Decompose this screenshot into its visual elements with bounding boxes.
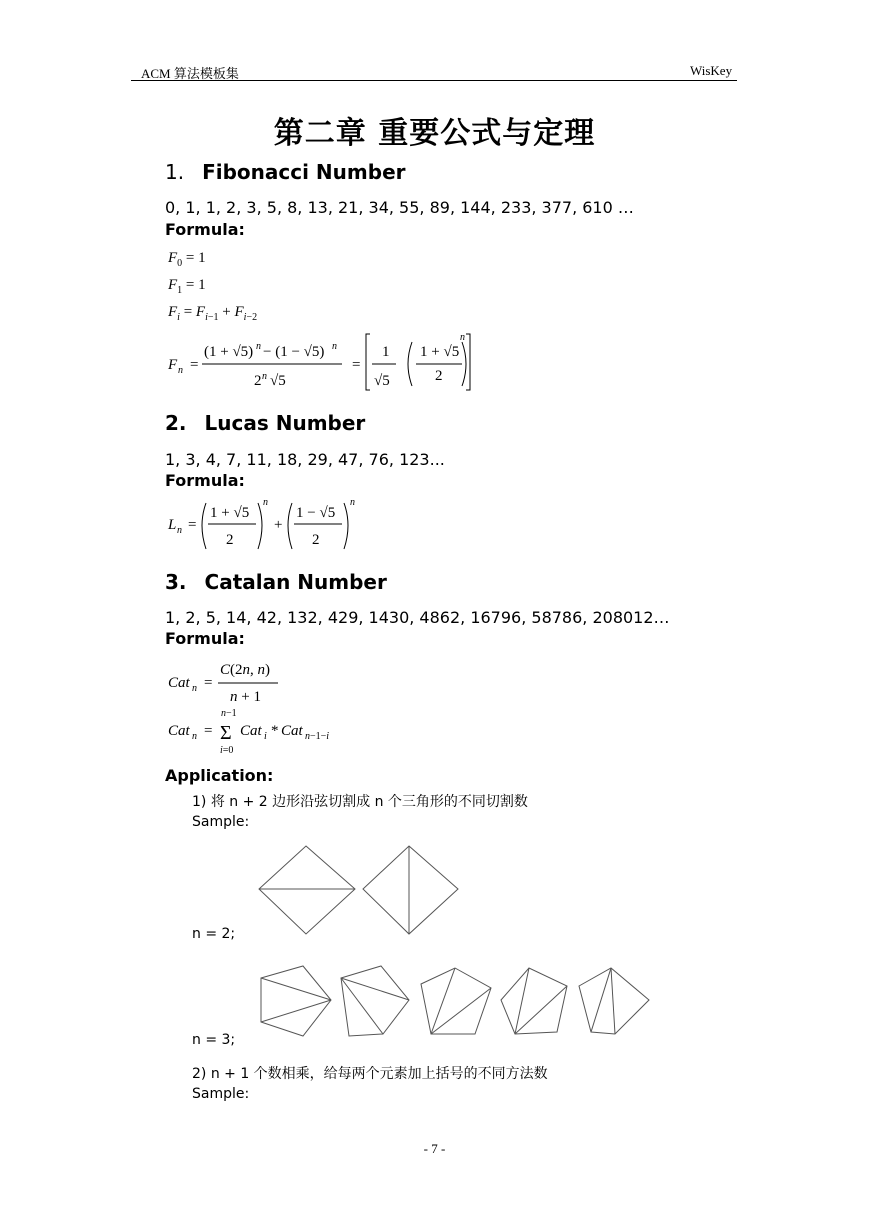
fibonacci-formula-label: Formula: <box>165 220 245 239</box>
svg-text:1 − √5: 1 − √5 <box>296 505 336 521</box>
lucas-formula-label: Formula: <box>165 471 245 490</box>
formula-f1: $F_1 = 1$ <box>168 277 206 296</box>
svg-text:L: L <box>168 517 177 533</box>
svg-text:n−1−i: n−1−i <box>305 731 330 742</box>
application-1-sample: Sample: <box>192 814 250 830</box>
formula-fi: $F_i = F_{i-1} + F_{i-2}$ <box>168 304 258 323</box>
square-triangulation-vertical <box>363 846 458 934</box>
svg-text:=: = <box>188 517 197 533</box>
section-1-title: Fibonacci Number <box>202 160 406 184</box>
svg-text:2: 2 <box>254 373 262 389</box>
section-2-title: Lucas Number <box>204 411 366 435</box>
svg-text:F: F <box>168 357 178 373</box>
chapter-title: 第二章 重要公式与定理 <box>273 116 596 151</box>
page-number: - 7 - <box>423 1141 446 1156</box>
svg-text:i=0: i=0 <box>220 745 234 755</box>
svg-text:n: n <box>177 525 182 536</box>
svg-text:=: = <box>352 357 361 373</box>
svg-text:1: 1 <box>382 344 390 360</box>
section-1-heading <box>165 160 406 184</box>
svg-text:Cat: Cat <box>281 723 303 739</box>
n2-triangulations <box>255 842 465 938</box>
application-2-text: 2) n + 1 个数相乘，给每两个元素加上括号的不同方法数 <box>192 1066 548 1082</box>
formula-lucas <box>160 495 370 557</box>
svg-text:Cat: Cat <box>240 723 262 739</box>
svg-text:− (1 − √5): − (1 − √5) <box>263 344 325 360</box>
square-triangulation-horizontal <box>259 846 355 934</box>
svg-text:1 + √5: 1 + √5 <box>420 344 460 360</box>
lucas-sequence: 1, 3, 4, 7, 11, 18, 29, 47, 76, 123... <box>165 450 445 469</box>
section-3-number: 3. <box>165 570 187 594</box>
svg-text:2: 2 <box>226 532 234 548</box>
svg-text:1 + √5: 1 + √5 <box>210 505 250 521</box>
pentagon-triangulation-1 <box>261 966 331 1036</box>
fibonacci-sequence: 0, 1, 1, 2, 3, 5, 8, 13, 21, 34, 55, 89, 144, 233, 377, 610 … <box>165 198 634 217</box>
application-1-text: 1) 将 n + 2 边形沿弦切割成 n 个三角形的不同切割数 <box>192 794 528 810</box>
svg-text:=: = <box>204 723 213 739</box>
header-left: ACM 算法模板集 <box>141 66 239 81</box>
section-2-number: 2. <box>165 411 187 435</box>
pentagon-triangulation-5 <box>579 968 649 1034</box>
section-3-title: Catalan Number <box>204 570 387 594</box>
svg-text:n−1: n−1 <box>221 708 237 719</box>
svg-text:n: n <box>192 683 197 694</box>
svg-text:√5: √5 <box>270 373 286 389</box>
svg-text:2: 2 <box>312 532 320 548</box>
svg-text:n: n <box>262 371 267 382</box>
svg-text:*: * <box>271 723 279 739</box>
svg-text:=: = <box>190 357 199 373</box>
formula-f0: $F_0 = 1$ <box>168 250 206 269</box>
pentagon-triangulation-2 <box>341 966 409 1036</box>
svg-text:+: + <box>274 517 283 533</box>
catalan-formula-label: Formula: <box>165 629 245 648</box>
svg-text:C(2n, n): C(2n, n) <box>220 662 271 678</box>
formula-fn-closed-form <box>160 328 490 394</box>
svg-text:n: n <box>350 497 355 508</box>
formula-catalan <box>160 655 360 755</box>
section-2-heading <box>165 411 365 435</box>
svg-text:n: n <box>256 341 261 352</box>
section-3-heading <box>165 570 387 594</box>
application-2-sample: Sample: <box>192 1086 250 1102</box>
svg-text:n: n <box>332 341 337 352</box>
header-rule <box>131 80 737 81</box>
n3-label: n = 3; <box>192 1032 236 1048</box>
svg-text:√5: √5 <box>374 373 390 389</box>
svg-text:=: = <box>204 675 213 691</box>
svg-text:n: n <box>192 731 197 742</box>
svg-text:Cat: Cat <box>168 723 190 739</box>
application-label: Application: <box>165 766 274 785</box>
svg-text:i: i <box>264 731 267 742</box>
svg-text:Cat: Cat <box>168 675 190 691</box>
svg-text:n + 1: n + 1 <box>230 689 261 705</box>
svg-text:Σ: Σ <box>220 722 232 744</box>
svg-text:n: n <box>178 365 183 376</box>
pentagon-triangulation-3 <box>421 968 491 1034</box>
section-1-number: 1. <box>165 160 185 184</box>
header-right: WisKey <box>690 63 733 78</box>
catalan-sequence: 1, 2, 5, 14, 42, 132, 429, 1430, 4862, 16796, 58786, 208012… <box>165 608 670 627</box>
svg-text:n: n <box>263 497 268 508</box>
svg-text:2: 2 <box>435 368 443 384</box>
svg-text:n: n <box>460 332 465 343</box>
n2-label: n = 2; <box>192 926 236 942</box>
pentagon-triangulation-4 <box>501 968 567 1034</box>
svg-text:(1 + √5): (1 + √5) <box>204 344 254 360</box>
n3-triangulations <box>255 962 655 1042</box>
